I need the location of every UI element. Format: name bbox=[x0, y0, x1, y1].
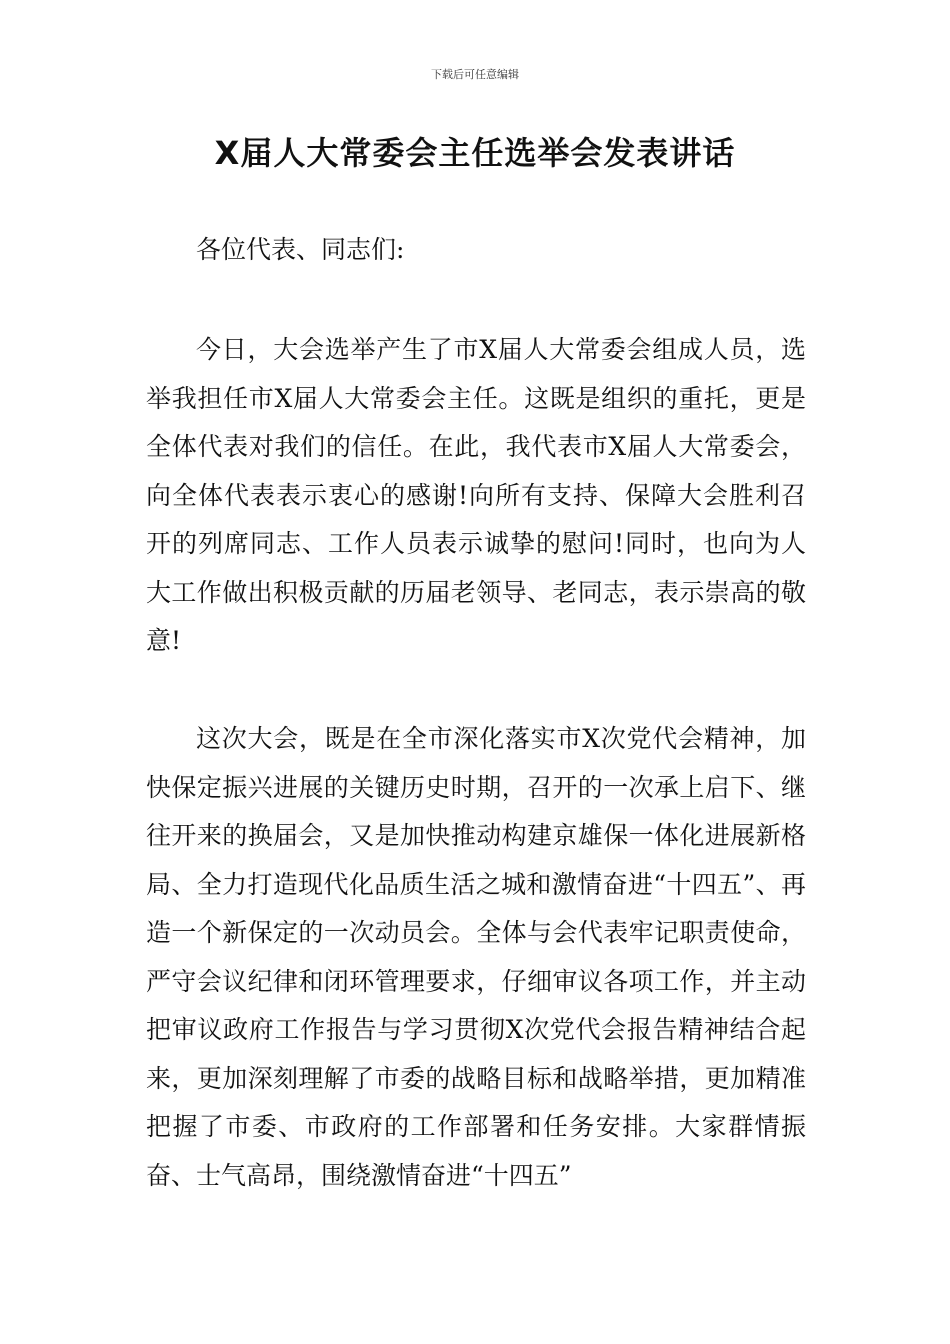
page-title: X届人大常委会主任选举会发表讲话 bbox=[214, 134, 736, 172]
paragraph-2: 这次大会，既是在全市深化落实市X次党代会精神，加快保定振兴进展的关键历史时期，召开的一次承上启下、继往开来的换届会，又是加快推动构建京雄保一体化进展新格局、全力打造现代化品质生活之城和激情奋进“十四五”、再造一个新保定的一次动员会。全体与会代表牢记职责使命，严守会议纪律和闭环管理要求，仔细审议各项工作，并主动把审议政府工作报告与学习贯彻X次党代会报告精神结合起来，更加深刻理解了市委的战略目标和战略举措，更加精准把握了市委、市政府的工作部署和任务安排。大家群情振奋、士气高昂，围绕激情奋进“十四五” bbox=[146, 724, 806, 1190]
header-note: 下载后可任意编辑 bbox=[431, 68, 519, 81]
salutation: 各位代表、同志们: bbox=[196, 235, 405, 264]
paragraph-1: 今日，大会选举产生了市X届人大常委会组成人员，选举我担任市X届人大常委会主任。这既是组织的重托，更是全体代表对我们的信任。在此，我代表市X届人大常委会，向全体代表表示衷心的感谢!向所有支持、保障大会胜利召开的列席同志、工作人员表示诚挚的慰问!同时，也向为人大工作做出积极贡献的历届老领导、老同志，表示崇高的敬意! bbox=[146, 335, 806, 655]
